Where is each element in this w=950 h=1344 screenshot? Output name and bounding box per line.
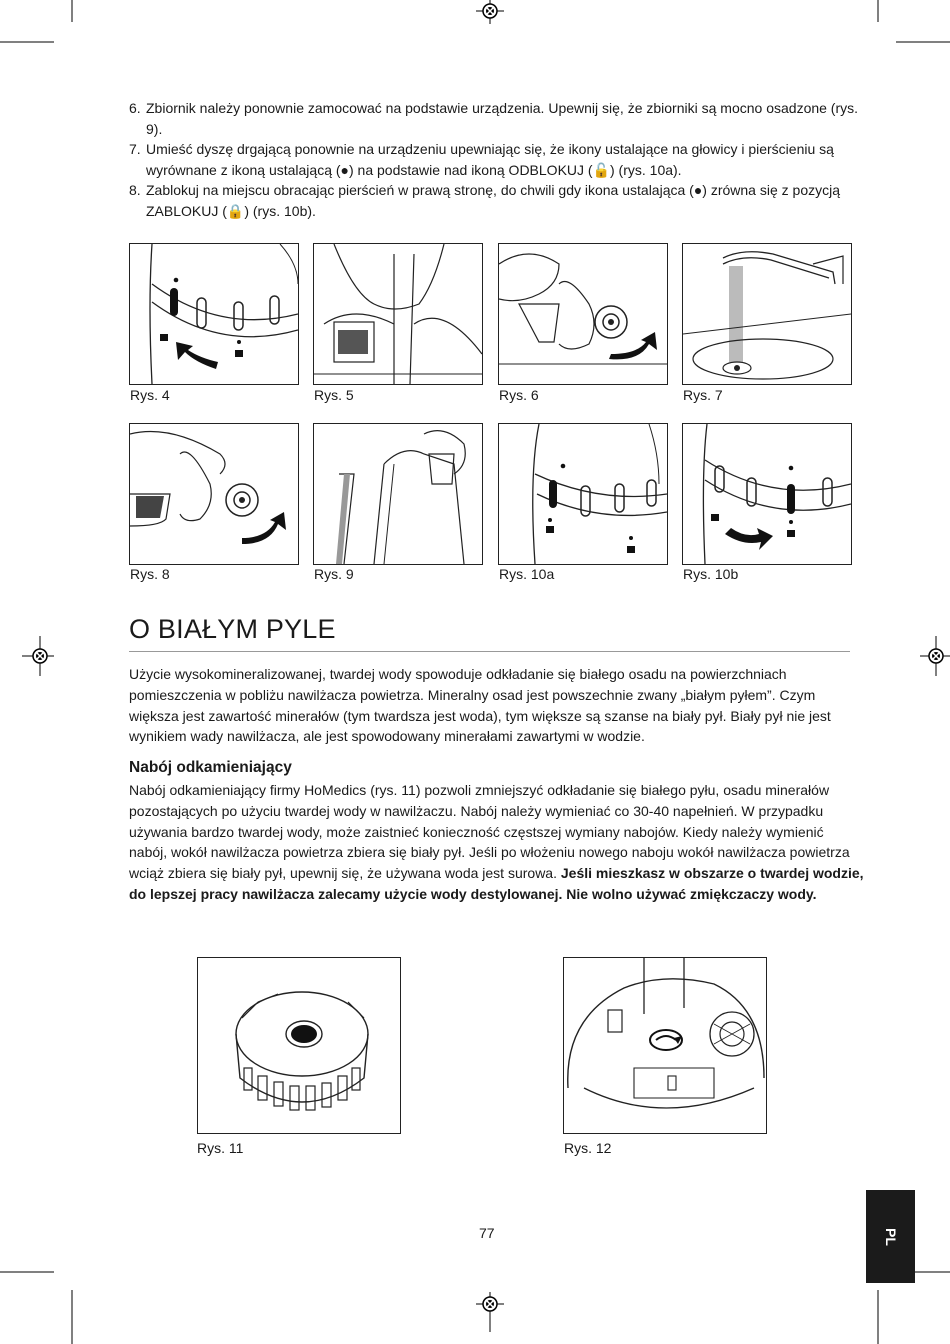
caption-rys10a: Rys. 10a [499, 566, 555, 582]
tank-removal-illustration [314, 244, 482, 384]
figure-rys11 [197, 957, 401, 1134]
cartridge-placement-illustration [564, 958, 766, 1133]
body-text: Nabój odkamieniający firmy HoMedics (rys. 11) pozwoli zmniejszyć odkładanie się białego pyłu, osadu minerałów pozostających po użyciu twardej wody w nawilżaczu. Nabój należy wymieniać co 30-40 napełnień. W przypadku używania bardzo twardej wody, może zaistnieć konieczność częstszej wymiany nabojów. Kiedy należy wymienić nabój, wokół nawilżacza powietrza zbiera się biały pył. Jeśli po włożeniu nowego naboju wokół nawilżacza powietrza wciąż zbiera się biały pył, upewnij się, że używana woda jest surowa. [129, 782, 850, 882]
caption-rys4: Rys. 4 [130, 387, 170, 403]
base-unlock-illustration [130, 244, 298, 384]
step-text: Zablokuj na miejscu obracając pierścień w prawą stronę, do chwili gdy ikona ustalająca (●) zrówna się z pozycją ZABLOKUJ (🔒) (rys. 10b). [146, 182, 840, 219]
tank-mount-illustration [314, 424, 482, 564]
faucet-rinse-illustration [683, 244, 851, 384]
nozzle-ring-illustration [499, 244, 667, 384]
step-text: Zbiornik należy ponownie zamocować na podstawie urządzenia. Upewnij się, że zbiorniki są mocno osadzone (rys. 9). [146, 100, 859, 137]
step-8 [129, 180, 859, 221]
demineralization-cartridge-illustration [198, 958, 400, 1133]
step-number: 6. [129, 100, 141, 116]
caption-rys12: Rys. 12 [564, 1140, 612, 1156]
figure-rys7 [682, 243, 852, 385]
language-tab-label: PL [882, 1227, 899, 1246]
figure-rys5 [313, 243, 483, 385]
instruction-steps [129, 98, 859, 221]
step-number: 8. [129, 182, 141, 198]
align-icons-illustration [499, 424, 667, 564]
figure-rys6 [498, 243, 668, 385]
figure-rys12 [563, 957, 767, 1134]
figure-rys10a [498, 423, 668, 565]
step-6 [129, 98, 859, 139]
figure-rys4 [129, 243, 299, 385]
step-text: Umieść dyszę drgającą ponownie na urządzeniu upewniając się, że ikony ustalające na głowicy i pierścieniu są wyrównane z ikoną ustalającą (●) na podstawie nad ikoną ODBLOKUJ (🔓) (rys. 10a). [146, 141, 834, 178]
step-7 [129, 139, 859, 180]
page-number: 77 [479, 1225, 495, 1241]
caption-rys11: Rys. 11 [197, 1140, 244, 1156]
figure-rys8 [129, 423, 299, 565]
language-tab [866, 1190, 915, 1283]
intro-paragraph: Użycie wysokomineralizowanej, twardej wody spowoduje odkładanie się białego osadu na powierzchniach pomieszczenia w pobliżu nawilżacza powietrza. Mineralny osad jest powszechnie zwany „białym pyłem”. Czym większa jest zawartość minerałów (tym twardsza jest woda), tym większe są szanse na biały pył. Biały pył nie jest wynikiem wady nawilżacza, ale jest spowodowany minerałami zawartymi w wodzie. [129, 666, 831, 745]
caption-rys9: Rys. 9 [314, 566, 354, 582]
figure-rys9 [313, 423, 483, 565]
section-divider [129, 651, 850, 652]
caption-rys5: Rys. 5 [314, 387, 354, 403]
cartridge-turn-illustration [130, 424, 298, 564]
subsection-title: Nabój odkamieniający [129, 759, 292, 776]
body-bold-text: Jeśli mieszkasz w obszarze o twardej wodzie, do lepszej pracy nawilżacza zalecamy użycie wody destylowanej. Nie wolno używać zmiękczaczy wody. [129, 865, 864, 902]
caption-rys8: Rys. 8 [130, 566, 170, 582]
figure-rys10b [682, 423, 852, 565]
caption-rys7: Rys. 7 [683, 387, 723, 403]
caption-rys6: Rys. 6 [499, 387, 539, 403]
section-title: O BIAŁYM PYLE [129, 614, 336, 644]
body-paragraph [129, 780, 864, 905]
lock-ring-illustration [683, 424, 851, 564]
step-number: 7. [129, 141, 141, 157]
caption-rys10b: Rys. 10b [683, 566, 739, 582]
